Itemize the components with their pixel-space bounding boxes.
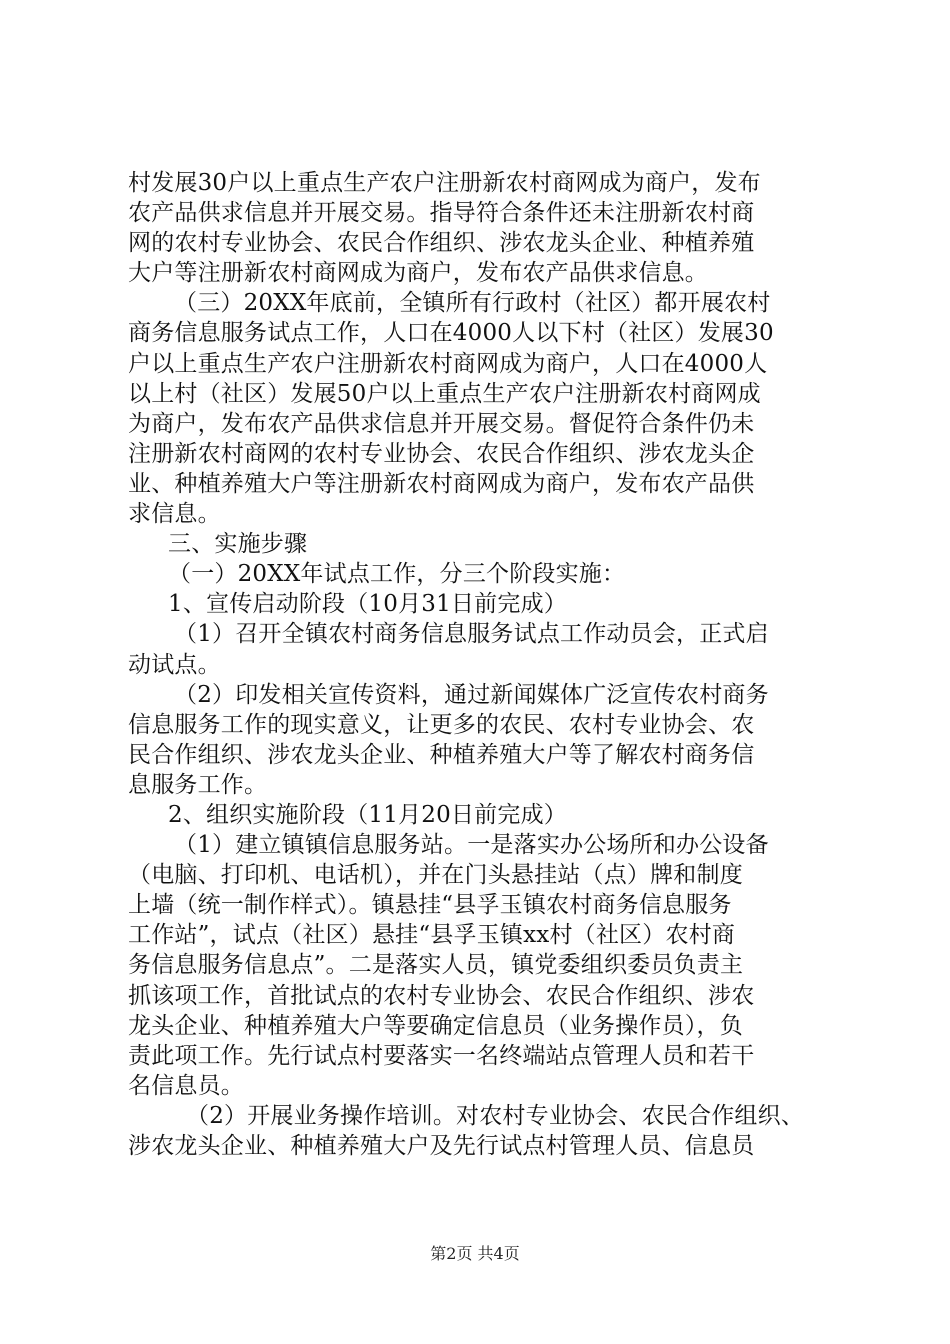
- text-line: 名信息员。: [128, 1072, 244, 1099]
- text-line: 为商户，发布农产品供求信息并开展交易。督促符合条件仍未: [128, 410, 755, 437]
- text-line: （一）20XX年试点工作，分三个阶段实施：: [168, 561, 626, 588]
- text-line: 村发展30户以上重点生产农户注册新农村商网成为商户，发布: [128, 170, 761, 196]
- text-line: 民合作组织、涉农龙头企业、种植养殖大户等了解农村商务信: [128, 741, 755, 768]
- text-line: 信息服务工作的现实意义，让更多的农民、农村专业协会、农: [128, 711, 755, 738]
- text-line: 息服务工作。: [128, 771, 268, 798]
- text-line: 涉农龙头企业、种植养殖大户及先行试点村管理人员、信息员: [128, 1133, 755, 1159]
- text-line: （三）20XX年底前，全镇所有行政村（社区）都开展农村: [174, 290, 771, 317]
- text-line: 户以上重点生产农户注册新农村商网成为商户，人口在4000人: [128, 350, 768, 377]
- text-line: 商务信息服务试点工作，人口在4000人以下村（社区）发展30: [128, 320, 774, 347]
- text-line: 工作站”，试点（社区）悬挂“县孚玉镇xx村（社区）农村商: [128, 922, 736, 949]
- text-line: 上墙（统一制作样式）。镇悬挂“县孚玉镇农村商务信息服务: [128, 892, 732, 919]
- text-line: 大户等注册新农村商网成为商户，发布农产品供求信息。: [128, 260, 708, 287]
- text-line: 业、种植养殖大户等注册新农村商网成为商户，发布农产品供: [128, 470, 755, 497]
- document-body: [128, 168, 840, 1161]
- text-line: 抓该项工作，首批试点的农村专业协会、农民合作组织、涉农: [128, 982, 755, 1009]
- text-line: 农产品供求信息并开展交易。指导符合条件还未注册新农村商: [128, 200, 755, 227]
- text-line: 网的农村专业协会、农民合作组织、涉农龙头企业、种植养殖: [128, 230, 755, 257]
- text-line: 动试点。: [128, 651, 221, 678]
- text-line: 三、实施步骤: [168, 531, 308, 558]
- text-line: 求信息。: [128, 501, 221, 528]
- text-line: 注册新农村商网的农村专业协会、农民合作组织、涉农龙头企: [128, 440, 755, 467]
- text-line: （1）建立镇镇信息服务站。一是落实办公场所和办公设备: [174, 832, 769, 859]
- text-line: （2）开展业务操作培训。对农村专业协会、农民合作组织、: [186, 1102, 805, 1129]
- page-footer: 第2页 共4页: [430, 1244, 520, 1263]
- text-line: 2、组织实施阶段（11月20日前完成）: [168, 801, 567, 828]
- text-line: （1）召开全镇农村商务信息服务试点工作动员会，正式启: [174, 621, 769, 648]
- text-line: 务信息服务信息点”。二是落实人员，镇党委组织委员负责主: [128, 952, 744, 979]
- text-line: 责此项工作。先行试点村要落实一名终端站点管理人员和若干: [128, 1042, 755, 1069]
- text-line: 1、宣传启动阶段（10月31日前完成）: [168, 591, 567, 618]
- text-line: （2）印发相关宣传资料，通过新闻媒体广泛宣传农村商务: [174, 681, 769, 708]
- text-line: （电脑、打印机、电话机），并在门头悬挂站（点）牌和制度: [128, 862, 743, 889]
- text-line: 以上村（社区）发展50户以上重点生产农户注册新农村商网成: [128, 380, 761, 407]
- text-line: 龙头企业、种植养殖大户等要确定信息员（业务操作员），负: [128, 1012, 743, 1039]
